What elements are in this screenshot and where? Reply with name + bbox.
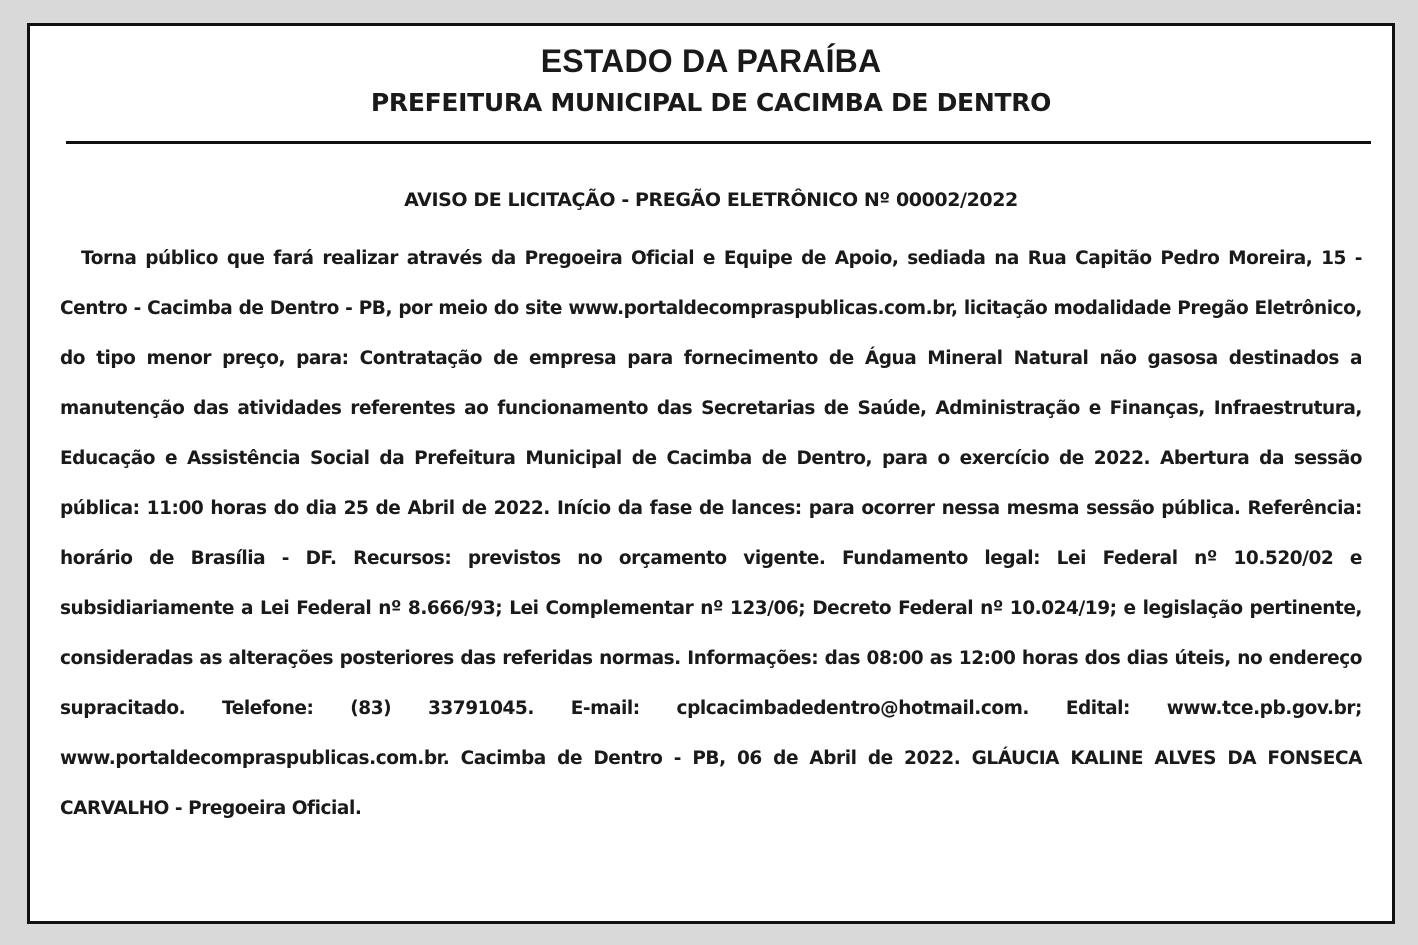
- notice-frame: [27, 23, 1395, 924]
- notice-body: Torna público que fará realizar através da Pregoeira Oficial e Equipe de Apoio, sediada na Rua Capitão Pedro Moreira, 15 - Centro - Cacimba de Dentro - PB, por meio do site www.portaldecompraspublicas.com.br, licitação modalidade Pregão Eletrônico, do tipo menor preço, para: Contratação de empresa para fornecimento de Água Mineral Natural não gasosa destinados a manutenção das atividades referentes ao funcionamento das Secretarias de Saúde, Administração e Finanças, Infraestrutura, Educação e Assistência Social da Prefeitura Municipal de Cacimba de Dentro, para o exercício de 2022. Abertura da sessão pública: 11:00 horas do dia 25 de Abril de 2022. Início da fase de lances: para ocorrer nessa mesma sessão pública. Referência: horário de Brasília - DF. Recursos: previstos no orçamento vigente. Fundamento legal: Lei Federal nº 10.520/02 e subsidiariamente a Lei Federal nº 8.666/93; Lei Complementar nº 123/06; Decreto Federal nº 10.024/19; e legislação pertinente, consideradas as alterações posteriores das referidas normas. Informações: das 08:00 as 12:00 horas dos dias úteis, no endereço supracitado. Telefone: (83) 33791045. E-mail: cplcacimbadedentro@hotmail.com. Edital: www.tce.pb.gov.br; www.portaldecompraspublicas.com.br. Cacimba de Dentro - PB, 06 de Abril de 2022. GLÁUCIA KALINE ALVES DA FONSECA CARVALHO - Pregoeira Oficial.: [60, 248, 1362, 819]
- state-title: ESTADO DA PARAÍBA: [540, 43, 882, 79]
- header-divider: [66, 141, 1371, 144]
- notice-title: AVISO DE LICITAÇÃO - PREGÃO ELETRÔNICO Nº 00002/2022: [404, 189, 1018, 211]
- notice-header: [30, 40, 1392, 122]
- municipality-title: PREFEITURA MUNICIPAL DE CACIMBA DE DENTRO: [370, 88, 1052, 117]
